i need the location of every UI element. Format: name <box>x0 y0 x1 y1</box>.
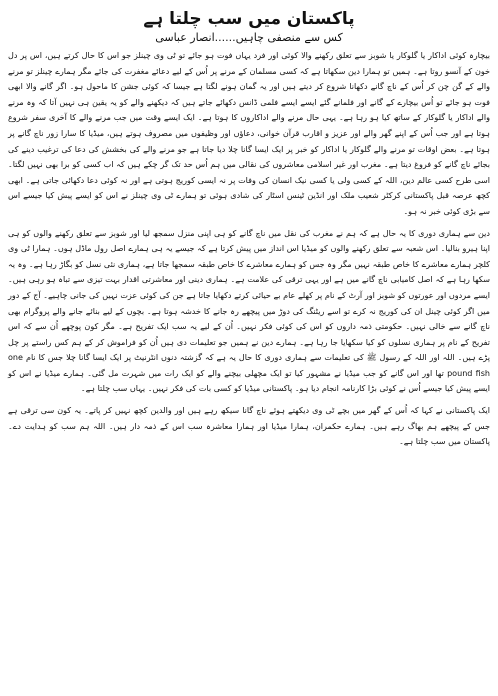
article-paragraph: ایک پاکستانی نے کہا کہ اُس کے گھر میں بچے ٹی وی دیکھتے ہوئے ناچ گانا سیکھ رہے ہیں اور والدین کچھ نہیں کر پاتے۔ یہ کون سی ترقی ہے جس کے پیچھے ہم بھاگ رہے ہیں۔ ہمارے حکمران، ہمارا میڈیا اور ہمارا معاشرہ سب اس کے ذمہ دار ہیں۔ اللہ ہم سب کو ہدایت دے۔ پاکستان میں سب چلتا ہے۔ <box>8 406 490 447</box>
article-paragraph: دین سے ہماری دوری کا یہ حال ہے کہ ہم نے مغرب کی نقل میں ناچ گانے کو ہی اپنی منزل سمجھ لیا اور شوبز سے تعلق رکھنے والوں کو ہی اپنا ہیرو بنالیا۔ اس شعبہ سے تعلق رکھنے والوں کو میڈیا اس انداز میں پیش کرتا ہے کہ جیسے یہ ہی ہمارے اصل رول ماڈل ہوں۔ ہمارا ٹی وی کلچر ہمارے معاشرے کا خاص طبقہ نہیں مگر وہ جس کو ہمارے معاشرے کا خاص طبقہ سمجھا جاتا ہے، ہماری نئی نسل کو بگاڑ رہا ہے۔ وہ یہ سکھا رہا ہے کہ اصل کامیابی ناچ گانے میں ہے اور یہی ترقی کی علامت ہے۔ ہماری دینی اور معاشرتی اقدار بہت تیزی سے تباہ ہو رہی ہیں۔ ایسے مردوں اور عورتوں کو شوبز اور آرٹ کے نام پر کھلے عام بے حیائی کرتے دکھایا جاتا ہے جن کی کوئی عزت نہیں کی جانی چاہیے۔ آج کے دور میں اگر کوئی چینل ان کی کوریج نہ کرے تو اسے ریٹنگ کی دوڑ میں پیچھے رہ جانے کا خدشہ ہوتا ہے۔ بچوں کے لیے بنائے جانے والے پروگرام بھی ناچ گانے سے خالی نہیں۔ حکومتی ذمہ داروں کو اس کی کوئی فکر نہیں۔ اُن کے لیے یہ سب ایک تفریح ہے۔ مگر کون پوچھے اُن سے کہ اس تفریح کے نام پر ہماری نسلوں کو کیا سکھایا جا رہا ہے۔ ہمارے دین نے ہمیں جو تعلیمات دی ہیں اُن کو فراموش کر کے ہم کس راستے پر چل پڑے ہیں۔ اللہ اور اللہ کے رسول ﷺ کی تعلیمات سے ہماری دوری کا حال یہ ہے کہ گزشتہ دنوں انٹرنیٹ پر ایک ایسا گانا چلا جس کا نام one pound fish تھا اور اس گانے کو جب میڈیا نے مشہور کیا تو ایک مچھلی بیچنے والے کو ایک رات میں شہرت مل گئی۔ ہمارے میڈیا نے اس کو ایسے پیش کیا جیسے اُس نے کوئی بڑا کارنامہ انجام دیا ہو۔ پاکستانی میڈیا کو کسی بات کی فکر نہیں۔ یہاں سب چلتا ہے۔ <box>8 228 490 394</box>
article-title: پاکستان میں سب چلتا ہے <box>143 9 355 29</box>
article-byline: کس سے منصفی چاہیں......انصار عباسی <box>155 31 343 44</box>
article-paragraph: بیچارہ کوئی اداکار یا گلوکار یا شوبز سے تعلق رکھنے والا کوئی اور فرد یہاں فوت ہو جائے تو ٹی وی چینلز جو اس کا حال کرتے ہیں، اس پر دل خون کے آنسو روتا ہے۔ ہمیں تو ہمارا دین سکھاتا ہے کہ کسی مسلمان کے مرنے پر اُس کے لیے دعائے مغفرت کی جائے مگر ہمارے چینلز تو مرنے والے کے گن چن کر اُس کے ناچ گانے دکھانا شروع کر دیتے ہیں اور یہ گمان ہونے لگتا ہے جیسا کہ کوئی جشن کا ماحول ہو۔ اگر گانے والا ابھی فوت ہو جائے تو اُس بیچارے کے گانے اور فلمانے گئے ایسے ایسے فلمی ڈانس دکھائے جاتے ہیں کہ دیکھنے والے کو یہ یقین ہی نہیں آتا کہ وہ مرنے والے اداکار یا گلوکار کے ساتھ کیا ہو رہا ہے۔ یہی حال مرنے والے اداکاروں کا ہوتا ہے۔ ایک ایسے وقت میں جب مرنے والے کا آخری سفر شروع ہوتا ہے اور جب اُس کے اپنے گھر والے اور عزیز و اقارب قرآن خوانی، دعاؤں اور وظیفوں میں مصروف ہوتے ہیں، میڈیا کا سارا زور ناچ گانے پر ہوتا ہے۔ بعض اوقات تو مرنے والے گلوکار یا اداکار کو خبر پر ایک ایسا گانا چلا دیا جاتا ہے جو مرنے والے کی بخشش کی دعا کی ترغیب دینے کی بجائے ناچ گانے کو فروغ دیتا ہے۔ مغرب اور غیر اسلامی معاشروں کی نقالی میں ہم اُس حد تک گر چکے ہیں کہ اب کسی کو برا بھی نہیں لگتا۔ اسی طرح کسی عالم دین، اللہ کے کسی ولی یا کسی نیک انسان کی وفات پر نہ ایسی کوریج ہوتی ہے اور نہ کوئی دعا دکھائی جاتی ہے۔ ابھی کچھ عرصہ قبل پاکستانی کرکٹر شعیب ملک اور انڈین ٹینس اسٹار کی شادی ہوئی تو ہمارے ٹی وی چینلز نے اس کو ایسے پیش کیا جیسے اس سے بڑی کوئی خبر نہ ہو۔ <box>8 51 490 216</box>
article-body <box>8 48 490 450</box>
